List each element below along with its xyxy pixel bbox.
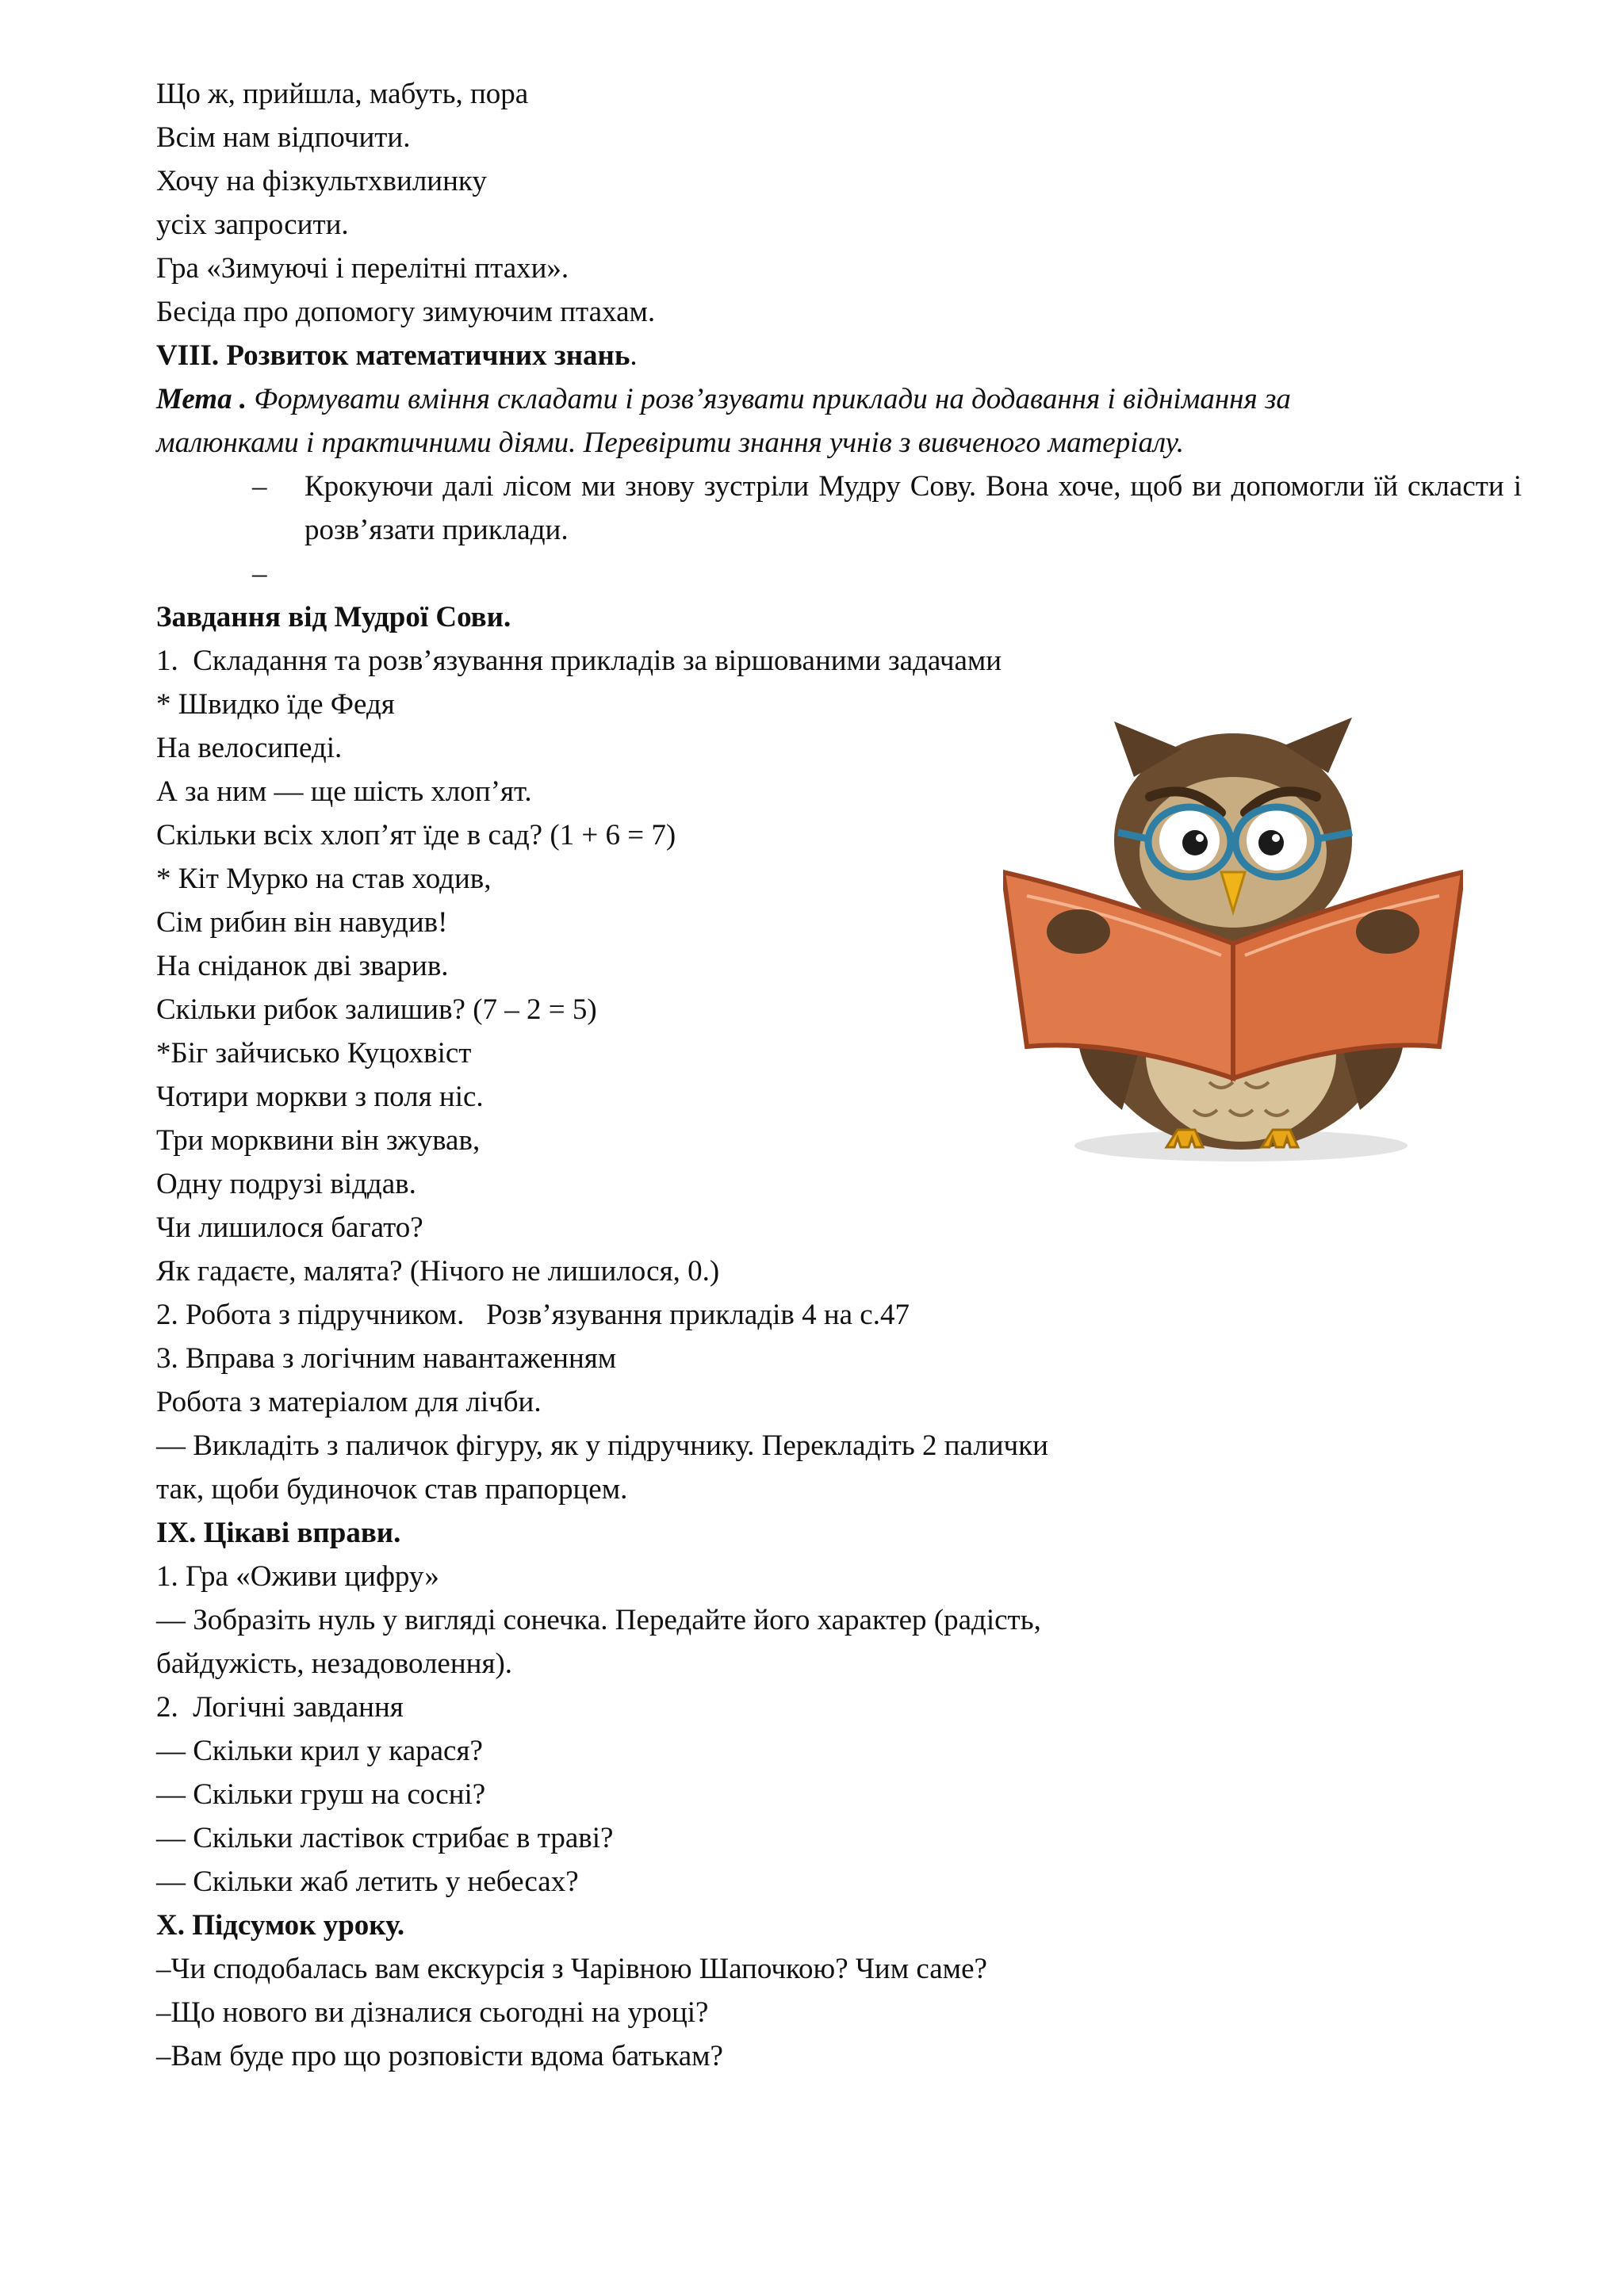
text-line: 2. Робота з підручником. Розв’язування прикладів 4 на с.47 [156, 1299, 910, 1331]
text-line: Бесіда про допомогу зимуючим птахам. [156, 296, 656, 328]
task-heading: Завдання від Мудрої Сови. [156, 601, 511, 633]
text-line: Чотири моркви з поля ніс. [156, 1081, 484, 1113]
text-line: 3. Вправа з логічним навантаженням [156, 1342, 617, 1375]
text-line: Одну подрузі віддав. [156, 1168, 416, 1200]
text-line: Скільки всіх хлоп’ят їде в сад? (1 + 6 = 7) [156, 819, 676, 851]
text-line: На сніданок дві зварив. [156, 950, 449, 982]
text-line: Чи лишилося багато? [156, 1211, 423, 1244]
text-line: Скільки рибок залишив? (7 – 2 = 5) [156, 993, 597, 1026]
text-line: –Чи сподобалась вам екскурсія з Чарівною Шапочкою? Чим саме? [156, 1953, 987, 1985]
text-line: байдужість, незадоволення). [156, 1647, 513, 1680]
text-line: 1. Гра «Оживи цифру» [156, 1560, 439, 1593]
goal-line-continued: малюнками і практичними діями. Перевірити знання учнів з вивченого матеріалу. [156, 427, 1184, 459]
text-line: — Скільки груш на сосні? [156, 1778, 486, 1811]
list-item-text: Крокуючи далі лісом ми знову зустріли Мудру Сову. Вона хоче, щоб ви допомогли їй скласти і розв’язати приклади. [304, 470, 1522, 546]
text-line: усіх запросити. [156, 209, 349, 241]
heading-dot: . [630, 339, 638, 372]
text-line: *Біг зайчисько Куцохвіст [156, 1037, 472, 1070]
text-line: * Швидко їде Федя [156, 688, 395, 721]
text-line: — Скільки жаб летить у небесах? [156, 1866, 579, 1898]
text-line: –Що нового ви дізналися сьогодні на уроці? [156, 1996, 709, 2029]
goal-label: Мета . [156, 383, 247, 415]
text-line: Робота з матеріалом для лічби. [156, 1386, 542, 1418]
text-line: –Вам буде про що розповісти вдома батькам? [156, 2040, 723, 2072]
text-line: * Кіт Мурко на став ходив, [156, 863, 492, 895]
text-line: Всім нам відпочити. [156, 121, 411, 154]
list-dash-empty: – [252, 557, 267, 590]
text-line: — Зобразіть нуль у вигляді сонечка. Передайте його характер (радість, [156, 1604, 1041, 1636]
section-heading-x: Х. Підсумок уроку. [156, 1909, 405, 1942]
goal-line [156, 382, 1291, 417]
text-line: — Скільки крил у карася? [156, 1735, 483, 1767]
text-line: так, щоби будиночок став прапорцем. [156, 1473, 628, 1506]
list-dash: – [252, 470, 267, 503]
text-line: Хочу на фізкультхвилинку [156, 165, 487, 197]
goal-text: Формувати вміння складати і розв’язувати приклади на додавання і віднімання за [247, 383, 1291, 415]
text-line: Сім рибин він навудив! [156, 906, 448, 939]
text-line: 1. Складання та розв’язування прикладів за віршованими задачами [156, 645, 1002, 677]
section-heading-ix: ІХ. Цікаві вправи. [156, 1517, 401, 1549]
text-line: — Скільки ластівок стрибає в траві? [156, 1822, 614, 1854]
text-line: А за ним — ще шість хлоп’ят. [156, 775, 532, 808]
text-line: Як гадаєте, малята? (Нічого не лишилося, 0.) [156, 1255, 720, 1288]
text-line: На велосипеді. [156, 732, 343, 764]
section-heading-text: VIII. Розвиток математичних знань [156, 339, 630, 372]
text-line: Три морквини він зжував, [156, 1124, 481, 1157]
text-line: 2. Логічні завдання [156, 1691, 404, 1724]
text-line: Що ж, прийшла, мабуть, пора [156, 78, 529, 110]
text-line: — Викладіть з паличок фігуру, як у підручнику. Перекладіть 2 палички [156, 1429, 1048, 1462]
text-line: Гра «Зимуючі і перелітні птахи». [156, 252, 569, 285]
section-heading-viii [156, 339, 638, 373]
owl-reading-book-illustration [1003, 714, 1463, 1165]
